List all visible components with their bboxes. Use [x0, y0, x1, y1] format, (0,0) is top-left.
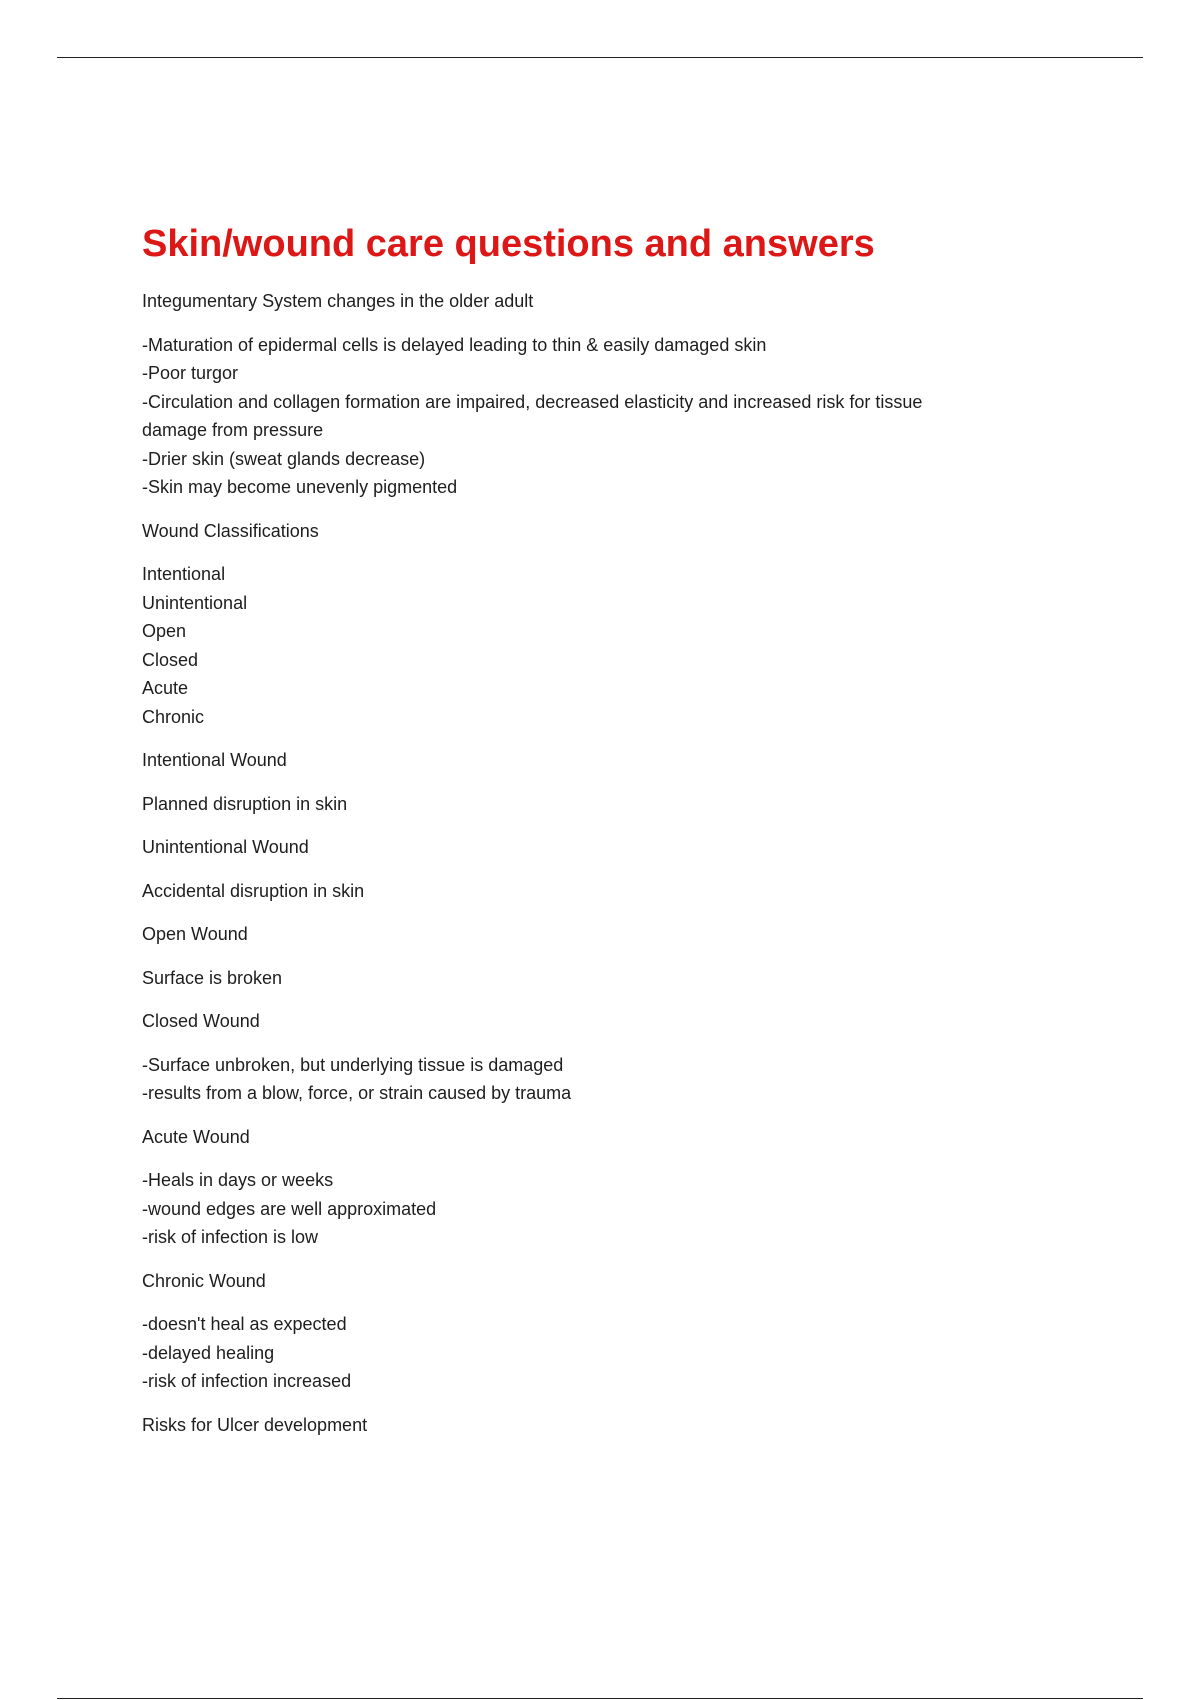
question-text: Open Wound [142, 924, 248, 944]
section-block [142, 287, 1062, 316]
section-block [142, 964, 1062, 993]
section-block [142, 1007, 1062, 1036]
answer-line: -doesn't heal as expected [142, 1314, 347, 1334]
section-block [142, 560, 1062, 731]
answer-line: -risk of infection increased [142, 1371, 352, 1391]
question-text: Closed Wound [142, 1011, 260, 1031]
question-text: Unintentional Wound [142, 837, 309, 857]
question-text: Chronic Wound [142, 1270, 266, 1291]
answer-line: -Drier skin (sweat glands decrease) [142, 448, 426, 469]
section-block [142, 1267, 1062, 1296]
answer-line: -risk of infection is low [142, 1227, 319, 1247]
section-block [142, 331, 1062, 502]
section-block [142, 833, 1062, 862]
answer-line: -delayed healing [142, 1342, 275, 1363]
answer-line: Unintentional [142, 592, 248, 613]
question-text: Integumentary System changes in the older adult [142, 291, 534, 311]
answer-line: damage from pressure [142, 420, 324, 440]
footer-rule [57, 1698, 1143, 1699]
section-block [142, 517, 1062, 546]
answer-line: -Heals in days or weeks [142, 1170, 334, 1190]
question-text: Risks for Ulcer development [142, 1414, 368, 1435]
document-title: Skin/wound care questions and answers [142, 223, 875, 265]
question-text: Intentional Wound [142, 750, 287, 770]
section-block [142, 1051, 1062, 1108]
section-block [142, 920, 1062, 949]
header-rule [57, 57, 1143, 58]
answer-line: -wound edges are well approximated [142, 1198, 437, 1219]
question-text: Acute Wound [142, 1126, 250, 1147]
section-block [142, 790, 1062, 819]
answer-line: -results from a blow, force, or strain caused by trauma [142, 1083, 572, 1103]
answer-line: Surface is broken [142, 967, 283, 988]
answer-line: -Surface unbroken, but underlying tissue is damaged [142, 1054, 564, 1075]
answer-line: Closed [142, 649, 199, 670]
section-block [142, 1166, 1062, 1252]
section-block [142, 877, 1062, 906]
section-block [142, 1123, 1062, 1152]
answer-line: -Maturation of epidermal cells is delayed leading to thin & easily damaged skin [142, 334, 767, 355]
answer-line: Planned disruption in skin [142, 793, 348, 814]
document-body [142, 216, 1062, 1454]
answer-line: -Circulation and collagen formation are impaired, decreased elasticity and increased risk for tissue [142, 391, 923, 412]
answer-line: -Poor turgor [142, 363, 239, 383]
answer-line: Chronic [142, 706, 205, 727]
question-text: Wound Classifications [142, 520, 319, 541]
answer-line: Acute [142, 678, 189, 698]
section-block [142, 746, 1062, 775]
section-block [142, 1310, 1062, 1396]
answer-line: -Skin may become unevenly pigmented [142, 477, 458, 497]
answer-line: Accidental disruption in skin [142, 880, 365, 901]
answer-line: Intentional [142, 564, 226, 584]
answer-line: Open [142, 621, 187, 641]
section-block [142, 1411, 1062, 1440]
